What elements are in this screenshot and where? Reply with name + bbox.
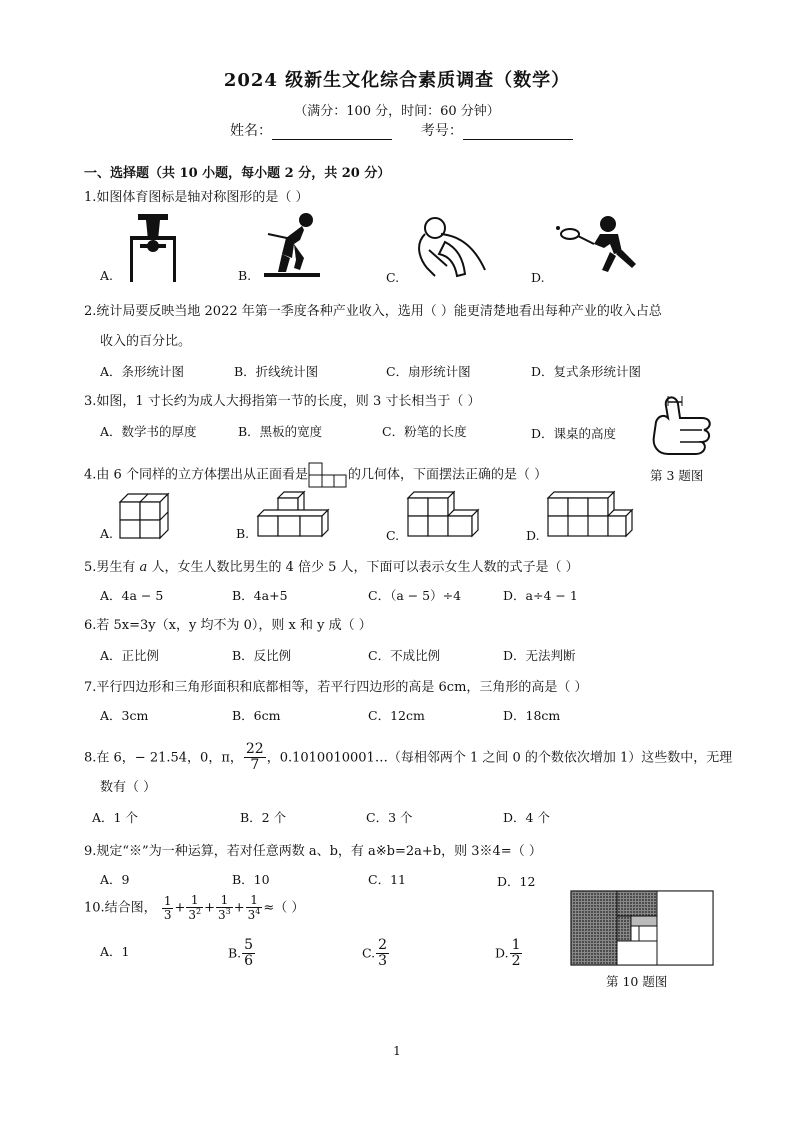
q9-stem: 9.规定“※”为一种运算，若对任意两数 a、b，有 a※b=2a+b，则 3※4=（ ） <box>84 844 542 859</box>
q10-option-c-den: 3 <box>378 953 388 970</box>
name-label: 姓名： <box>230 123 272 139</box>
cubes-option-a <box>116 482 186 542</box>
q3-caption: 第 3 题图 <box>650 468 704 483</box>
q8-option-a: A．1 个 <box>92 810 138 825</box>
nested-squares-figure <box>570 890 714 966</box>
q6-stem: 6.若 5x=3y（x，y 均不为 0），则 x 和 y 成（ ） <box>84 618 372 633</box>
q10-stem <box>84 894 304 922</box>
q8-stem <box>84 742 732 774</box>
plus-2: + <box>204 900 216 916</box>
q10-term-2-num: 1 <box>186 894 203 908</box>
q9-option-b: B．10 <box>232 872 270 887</box>
q7-option-c: C．12cm <box>368 708 425 723</box>
q10-option-c-num: 2 <box>378 937 388 953</box>
q10-term-3 <box>216 894 233 922</box>
plus-3: + <box>233 900 245 916</box>
q1-option-c: C. <box>386 270 400 285</box>
q1-stem: 1.如图体育图标是轴对称图形的是（ ） <box>84 190 309 205</box>
q10-term-4-den: 3 <box>247 908 256 923</box>
name-blank <box>272 139 392 140</box>
q10-term-4-num: 1 <box>246 894 263 908</box>
q10-term-1 <box>162 895 174 922</box>
q10-option-b-den: 6 <box>244 953 254 970</box>
q4-option-a: A. <box>100 526 114 541</box>
thumb-figure <box>646 392 716 458</box>
section-heading: 一、选择题（共 10 小题，每小题 2 分，共 20 分） <box>84 166 391 181</box>
q6-option-a: A．正比例 <box>100 648 160 663</box>
q3-option-c: C．粉笔的长度 <box>382 424 467 439</box>
page-number: 1 <box>393 1044 401 1058</box>
q2-stem-line1: 2.统计局要反映当地 2022 年第一季度各种产业收入，选用（ ）能更清楚地看出每种产业的收入占总 <box>84 304 662 319</box>
q5-var: a <box>139 560 148 575</box>
q8-frac-den: 7 <box>250 757 260 774</box>
q10-option-b-label: B. <box>228 945 242 961</box>
q7-stem: 7.平行四边形和三角形面积和底都相等，若平行四边形的高是 6cm，三角形的高是（ ） <box>84 680 588 695</box>
q8-option-c: C．3 个 <box>366 810 413 825</box>
q1-option-d: D. <box>531 270 545 285</box>
q8-stem-line2: 数有（ ） <box>100 780 157 795</box>
q2-option-d: D．复式条形统计图 <box>531 364 642 379</box>
id-label: 考号： <box>420 123 463 139</box>
cubes-option-b <box>254 486 334 542</box>
skiing-icon <box>258 210 328 282</box>
q10-term-3-exp: 3 <box>225 907 231 917</box>
q10-term-4-exp: 4 <box>255 907 261 917</box>
q10-option-c <box>362 938 390 970</box>
q4-stem-post: 的几何体，下面摆法正确的是（ ） <box>347 467 548 483</box>
q9-option-a: A．9 <box>100 872 130 887</box>
q10-term-2 <box>186 894 203 922</box>
q3-option-b: B．黑板的宽度 <box>238 424 323 439</box>
gymnastics-icon <box>118 210 188 282</box>
q10-option-d <box>495 938 523 970</box>
q3-option-d: D．课桌的高度 <box>531 426 617 441</box>
q8-option-b: B．2 个 <box>240 810 287 825</box>
q8-fraction <box>244 742 266 774</box>
badminton-icon <box>552 214 642 278</box>
q10-option-b-frac <box>242 938 255 970</box>
q8-stem-post: ，0.1010010001…（每相邻两个 1 之间 0 的个数依次增加 1）这些数中，无理 <box>266 750 733 766</box>
q10-term-1-num: 1 <box>163 893 172 908</box>
q10-stem-pre: 10.结合图， <box>84 900 157 916</box>
q4-option-b: B. <box>236 526 250 541</box>
q1-option-a: A. <box>100 268 114 283</box>
q5-stem <box>84 556 579 575</box>
q10-option-c-frac <box>376 938 389 970</box>
q10-option-b <box>228 938 256 970</box>
q10-term-3-num: 1 <box>216 894 233 908</box>
q8-stem-pre: 8.在 6，− 21.54，0，π， <box>84 750 243 766</box>
q10-term-2-exp: 2 <box>196 907 202 917</box>
q2-option-c: C．扇形统计图 <box>386 364 471 379</box>
q6-option-c: C．不成比例 <box>368 648 441 663</box>
q10-caption: 第 10 题图 <box>606 974 668 989</box>
id-blank <box>463 139 573 140</box>
q5-option-a: A．4a − 5 <box>100 588 164 603</box>
q10-term-3-den: 3 <box>218 908 226 923</box>
q9-option-c: C．11 <box>368 872 406 887</box>
cubes-option-d <box>544 490 636 542</box>
plus-1: + <box>174 900 186 916</box>
q10-option-b-num: 5 <box>244 937 254 953</box>
q7-option-d: D．18cm <box>503 708 561 723</box>
q8-option-d: D．4 个 <box>503 810 550 825</box>
q10-term-4 <box>246 894 263 922</box>
wrestling-icon <box>405 214 495 282</box>
q2-stem-line2: 收入的百分比。 <box>100 334 192 349</box>
q4-option-c: C. <box>386 528 400 543</box>
q9-option-d: D．12 <box>497 874 536 889</box>
q10-option-d-label: D. <box>495 945 509 961</box>
q10-option-d-num: 1 <box>511 937 521 953</box>
q10-term-1-den: 3 <box>163 907 172 922</box>
q3-stem: 3.如图，1 寸长约为成人大拇指第一节的长度，则 3 寸长相当于（ ） <box>84 394 481 409</box>
name-field <box>230 120 573 140</box>
q10-option-d-den: 2 <box>511 953 521 970</box>
q5-stem-post: 人，女生人数比男生的 4 倍少 5 人，下面可以表示女生人数的式子是（ ） <box>147 560 579 575</box>
q2-option-b: B．折线统计图 <box>234 364 319 379</box>
q6-option-b: B．反比例 <box>232 648 292 663</box>
q10-option-d-frac <box>510 938 523 970</box>
q5-option-c: C．（a − 5）÷4 <box>368 588 462 603</box>
q2-option-a: A．条形统计图 <box>100 364 185 379</box>
q8-frac-num: 22 <box>245 741 264 757</box>
q4-option-d: D. <box>526 528 540 543</box>
cubes-option-c <box>404 490 484 542</box>
q1-option-b: B. <box>238 268 252 283</box>
q5-option-b: B．4a+5 <box>232 588 288 603</box>
q7-option-a: A．3cm <box>100 708 149 723</box>
page-subtitle: （满分：100 分，时间：60 分钟） <box>294 104 500 119</box>
front-view-figure <box>308 462 348 488</box>
q10-option-a: A．1 <box>100 944 130 959</box>
q10-term-2-den: 3 <box>188 908 197 923</box>
q4-stem-pre: 4.由 6 个同样的立方体摆出从正面看是 <box>84 467 308 483</box>
q10-stem-post: ≈（ ） <box>263 900 305 916</box>
q10-option-c-label: C. <box>362 945 376 961</box>
page-title: 2024 级新生文化综合素质调查（数学） <box>223 70 571 91</box>
q6-option-d: D．无法判断 <box>503 648 576 663</box>
q5-option-d: D．a÷4 − 1 <box>503 588 578 603</box>
q7-option-b: B．6cm <box>232 708 281 723</box>
q5-stem-pre: 5.男生有 <box>84 560 140 575</box>
q3-option-a: A．数学书的厚度 <box>100 424 197 439</box>
